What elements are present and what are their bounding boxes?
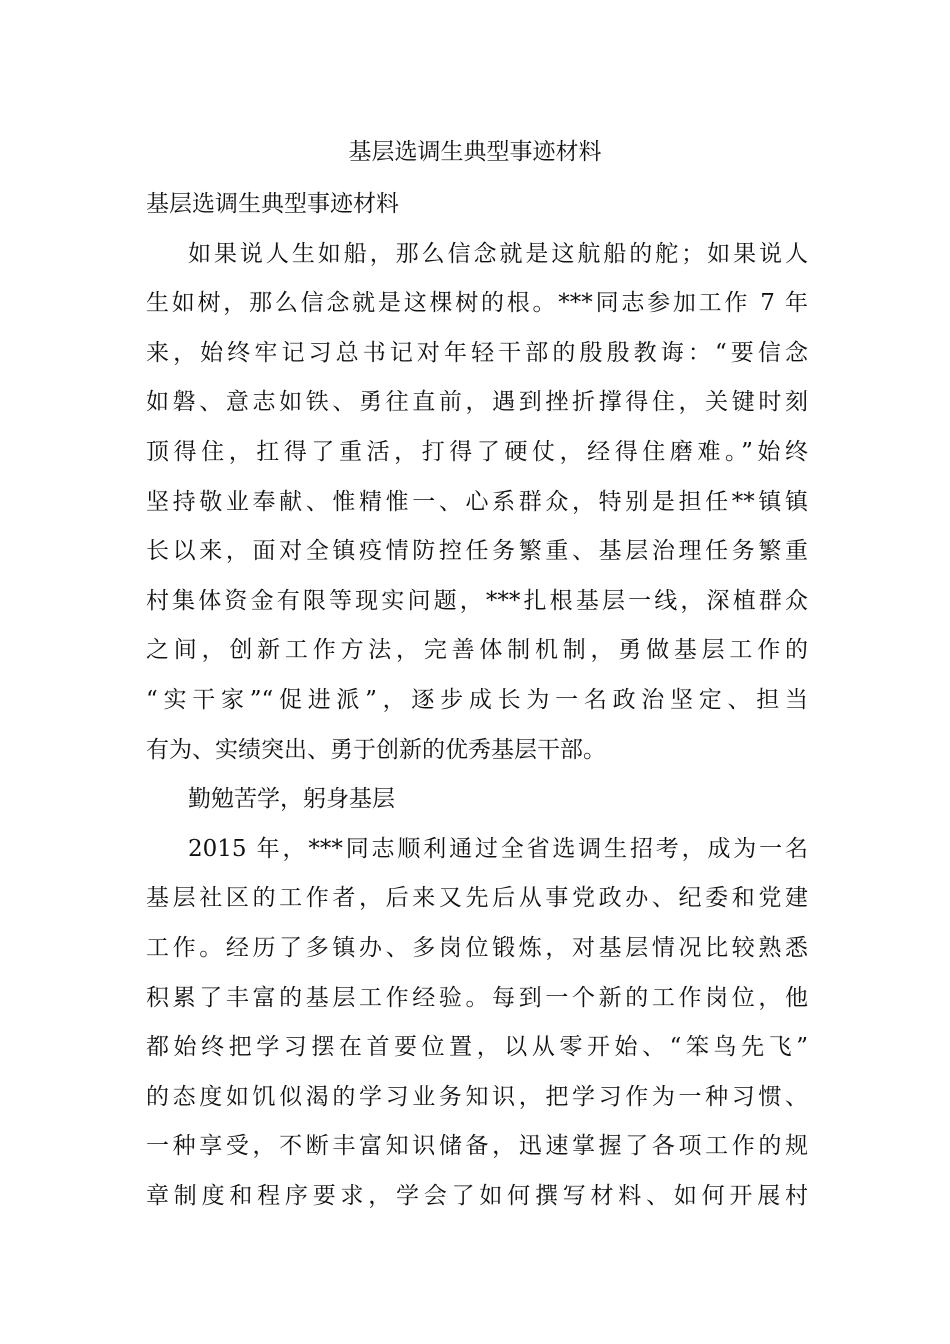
text-line: 2015 年，***同志顺利通过全省选调生招考，成为一名: [188, 835, 808, 862]
text-line: 章制度和程序要求，学会了如何撰写材料、如何开展村: [146, 1182, 808, 1209]
text-line: 基层社区的工作者，后来又先后从事党政办、纪委和党建: [146, 885, 808, 912]
paragraph-2: [146, 825, 808, 1222]
text-line: 生如树，那么信念就是这棵树的根。***同志参加工作 7 年: [146, 290, 808, 317]
text-line: 工作。经历了多镇办、多岗位锻炼，对基层情况比较熟悉: [146, 934, 808, 961]
document-title: 基层选调生典型事迹材料: [348, 139, 602, 165]
text-line: 积累了丰富的基层工作经验。每到一个新的工作岗位，他: [146, 984, 808, 1011]
text-line: 顶得住，扛得了重活，打得了硬仗，经得住磨难。”始终: [146, 438, 808, 465]
text-line: “实干家”“促进派”，逐步成长为一名政治坚定、担当: [146, 686, 808, 713]
text-line: 长以来，面对全镇疫情防控任务繁重、基层治理任务繁重: [146, 538, 808, 565]
text-line: 村集体资金有限等现实问题，***扎根基层一线，深植群众: [146, 587, 808, 614]
text-line: 来，始终牢记习总书记对年轻干部的殷殷教诲：“要信念: [146, 339, 808, 366]
text-line: 如磐、意志如铁、勇往直前，遇到挫折撑得住，关键时刻: [146, 389, 808, 416]
text-line: 的态度如饥似渴的学习业务知识，把学习作为一种习惯、: [146, 1083, 808, 1110]
paragraph-1: [146, 230, 808, 776]
document-body: [146, 180, 808, 1221]
text-line: 坚持敬业奉献、惟精惟一、心系群众，特别是担任**镇镇: [146, 488, 808, 515]
section-heading: 勤勉苦学，躬身基层: [188, 786, 395, 813]
text-line: 有为、实绩突出、勇于创新的优秀基层干部。: [146, 736, 606, 763]
text-line: 如果说人生如船，那么信念就是这航船的舵；如果说人: [188, 240, 808, 267]
document-subtitle: 基层选调生典型事迹材料: [146, 191, 399, 217]
text-line: 都始终把学习摆在首要位置，以从零开始、“笨鸟先飞”: [146, 1034, 808, 1061]
text-line: 一种享受，不断丰富知识储备，迅速掌握了各项工作的规: [146, 1133, 808, 1160]
text-line: 之间，创新工作方法，完善体制机制，勇做基层工作的: [146, 637, 808, 664]
